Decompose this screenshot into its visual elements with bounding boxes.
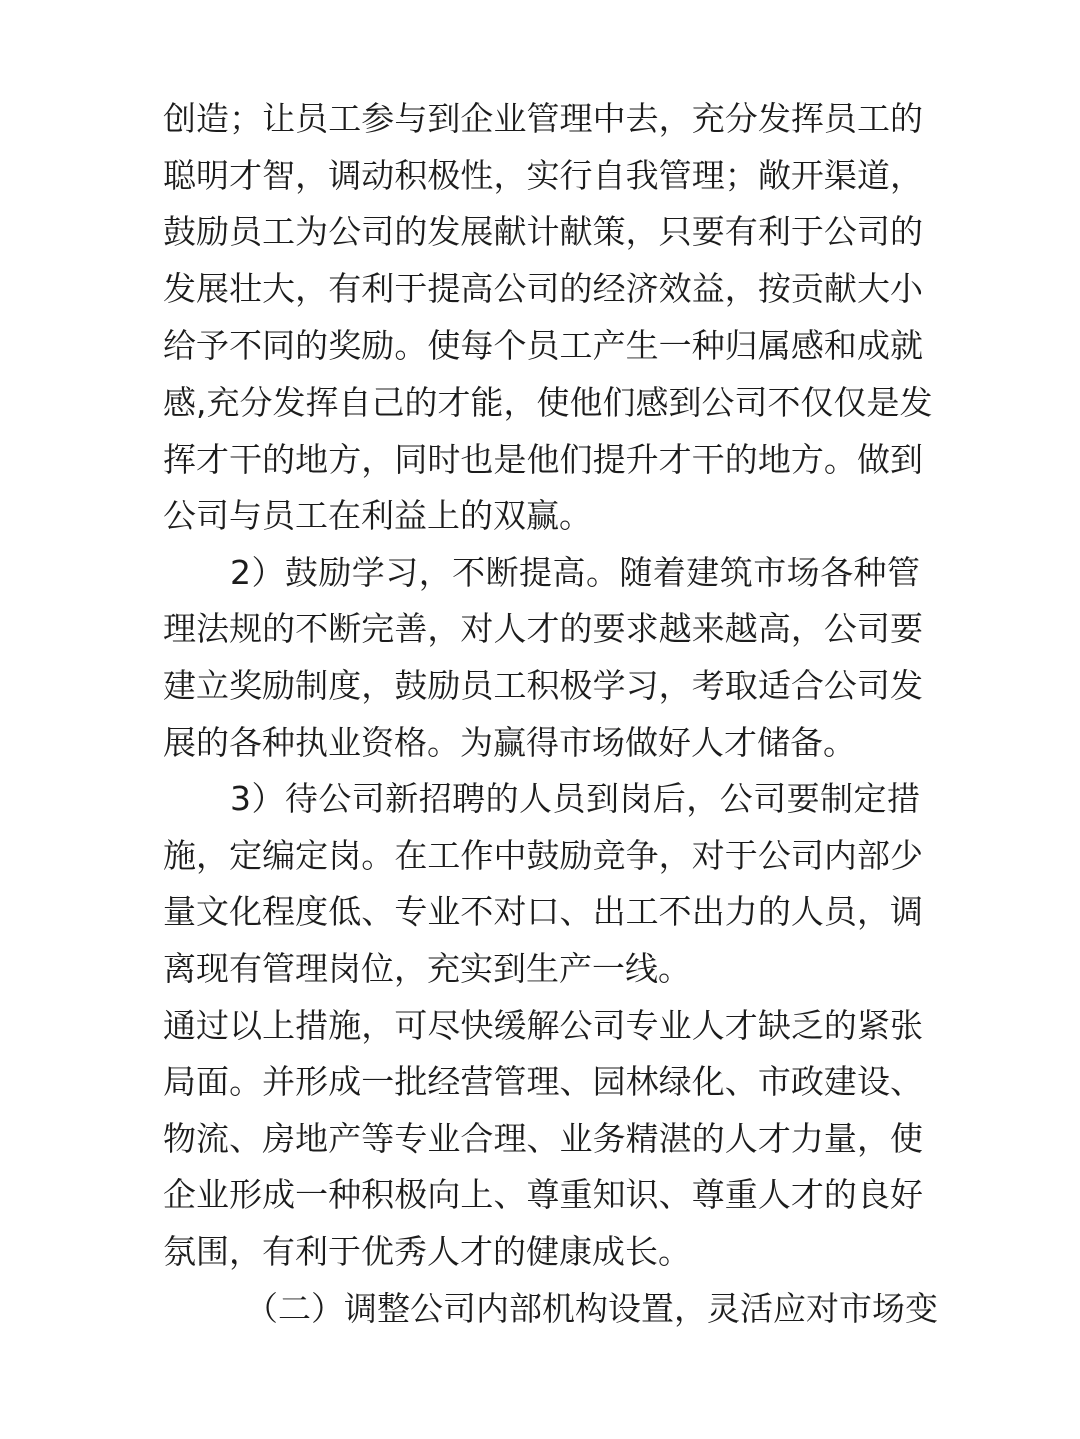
text-line: 给予不同的奖励。使每个员工产生一种归属感和成就 — [163, 326, 923, 365]
paragraph-start-line: 2）鼓励学习，不断提高。随着建筑市场各种管 — [230, 553, 920, 592]
text-line: 鼓励员工为公司的发展献计献策，只要有利于公司的 — [163, 212, 923, 251]
text-line: 氛围，有利于优秀人才的健康成长。 — [163, 1232, 691, 1271]
text-line: 物流、房地产等专业合理、业务精湛的人才力量，使 — [163, 1119, 923, 1158]
text-line: 创造；让员工参与到企业管理中去，充分发挥员工的 — [163, 99, 923, 138]
paragraph-start-line: 通过以上措施，可尽快缓解公司专业人才缺乏的紧张 — [163, 1006, 923, 1045]
text-line: 展的各种执业资格。为赢得市场做好人才储备。 — [163, 723, 856, 762]
text-line: 理法规的不断完善，对人才的要求越来越高，公司要 — [163, 609, 923, 648]
text-line: 离现有管理岗位，充实到生产一线。 — [163, 949, 691, 988]
text-line: 挥才干的地方，同时也是他们提升才干的地方。做到 — [163, 440, 923, 479]
text-line: 感,充分发挥自己的才能，使他们感到公司不仅仅是发 — [163, 383, 933, 422]
text-line: 公司与员工在利益上的双赢。 — [163, 496, 592, 535]
text-line: 量文化程度低、专业不对口、出工不出力的人员，调 — [163, 892, 923, 931]
text-line: 建立奖励制度，鼓励员工积极学习，考取适合公司发 — [163, 666, 923, 705]
text-line: 企业形成一种积极向上、尊重知识、尊重人才的良好 — [163, 1175, 923, 1214]
paragraph-start-line: 3）待公司新招聘的人员到岗后，公司要制定措 — [230, 779, 920, 818]
text-line: 发展壮大，有利于提高公司的经济效益，按贡献大小 — [163, 269, 923, 308]
text-line: 施，定编定岗。在工作中鼓励竞争，对于公司内部少 — [163, 836, 923, 875]
section-heading-line: （二）调整公司内部机构设置，灵活应对市场变 — [245, 1289, 938, 1328]
text-line: 局面。并形成一批经营管理、园林绿化、市政建设、 — [163, 1062, 923, 1101]
text-line: 聪明才智，调动积极性，实行自我管理；敞开渠道， — [163, 156, 923, 195]
